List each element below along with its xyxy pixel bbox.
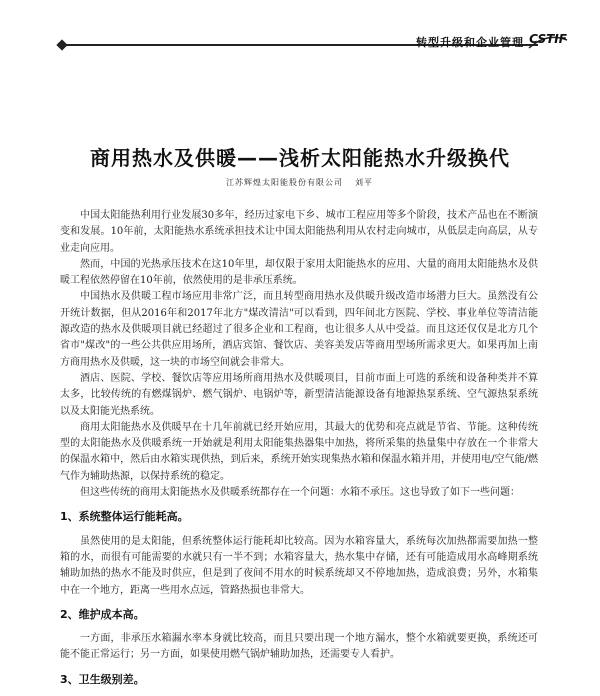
paragraph: 中国热水及供暖工程市场应用非常广泛，而且转型商用热水及供暖升级改造市场潜力巨大。虽然没有公开统计数据，但从2016年和2017年北方"煤改清洁"可以看到，四年间北方医院、学校、事业单位等清洁能源改造的热水及供暖项目就已经超过了很多企业和工程商，也让很多人从中受益。而且这还仅仅是北方几个省市"煤改"的一些公共供应用场所，酒店宾馆、餐饮店、美容美发店等商用型场所需求更大。如果再加上南方商用热水及供暖，这一块的市场空间就会非常大。	[60, 291, 538, 368]
paragraph: 酒店、医院、学校、餐饮店等应用场所商用热水及供暖项目，目前市面上可选的系统和设备种类并不算太多，比较传统的有燃煤锅炉、燃气锅炉、电锅炉等，新型清洁能源设备有地源热泵系统、空气源热泵系统以及太阳能光热系统。	[60, 372, 538, 417]
author-name: 刘平	[355, 178, 373, 187]
section-text: 一方面，非承压水箱漏水率本身就比较高，而且只要出现一个地方漏水，整个水箱就要更换，系统还可能不能正常运行；另一方面，如果使用燃气锅炉辅助加热，还需要专人看护。	[60, 633, 538, 661]
header-section-title: 转型升级和企业管理	[416, 36, 524, 49]
paragraph: 然而，中国的光热承压技术在这10年里，却仅限于家用太阳能热水的应用、大量的商用太阳能热水及供暖工程依然停留在10年前，依然使用的是非承压系统。	[60, 258, 538, 287]
section-heading: 2、维护成本高。	[60, 607, 145, 621]
cstif-logo	[527, 30, 569, 52]
section-heading: 1、系统整体运行能耗高。	[60, 510, 189, 524]
author-org: 江苏辉煌太阳能股份有限公司	[226, 178, 343, 187]
paragraph: 中国太阳能热利用行业发展30多年，经历过家电下乡、城市工程应用等多个阶段，技术产品也在不断演变和发展。10年前，太阳能热水系统承担技术让中国太阳能热利用从农村走向城市，从低层走向高层，从专业走向应用。	[60, 210, 538, 254]
article-title: 商用热水及供暖——浅析太阳能热水升级换代	[90, 146, 510, 170]
section-heading: 3、卫生级别差。	[60, 672, 145, 686]
paragraph: 商用太阳能热水及供暖早在十几年前就已经开始应用，其最大的优势和亮点就是节省、节能。这种传统型的太阳能热水及供暖系统一开始就是利用太阳能集热器集中加热，将所采集的热量集中存放在一个非常大的保温水箱中，然后由水箱实现供热，到后来，系统开始实现集热水箱和保温水箱并用，并使用电/空气能/燃气作为辅助热源，以保持系统的稳定。	[60, 421, 538, 482]
logo-text: CSTIF	[529, 32, 567, 46]
section-text: 虽然使用的是太阳能，但系统整体运行能耗却比较高。因为水箱容量大，系统每次加热都需要加热一整箱的水，而很有可能需要的水就只有一半不到；水箱容量大，热水集中存储，还有可能造成用水高峰期系统辅助加热的热水不能及时供应，但是到了夜间不用水的时候系统却又不停地加热，造成浪费；另外，水箱集中在一个地方，距离一些用水点远，管路热损也非常大。	[60, 535, 538, 596]
paragraph: 但这些传统的商用太阳能热水及供暖系统都存在一个问题：水箱不承压。这也导致了如下一些问题：	[80, 487, 520, 499]
author-line	[226, 177, 373, 188]
article-body	[60, 208, 538, 696]
